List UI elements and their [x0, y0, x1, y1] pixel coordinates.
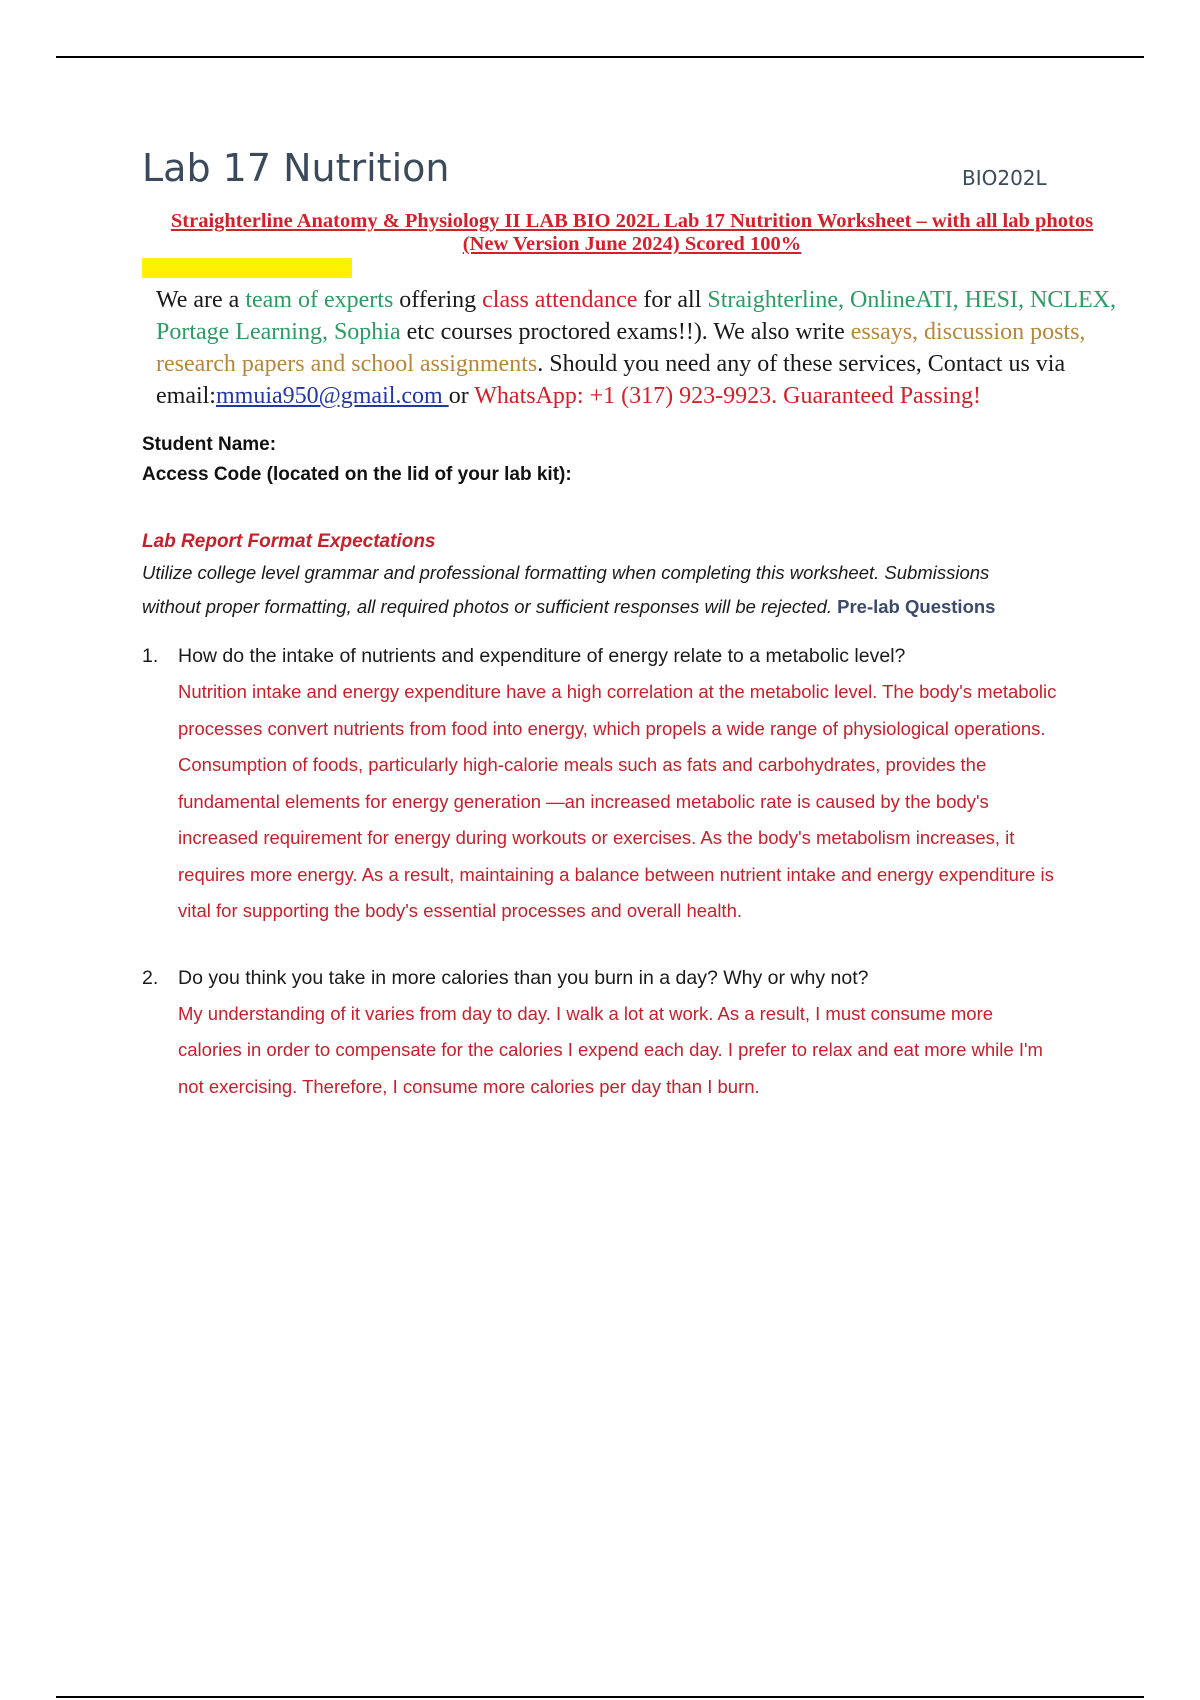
section-intro [142, 556, 1022, 624]
question-number: 2. [142, 966, 159, 989]
course-code: BIO202L [962, 166, 1047, 190]
question-item [142, 960, 1102, 1106]
student-fields [142, 430, 1102, 490]
prelab-heading: Pre-lab Questions [837, 596, 996, 617]
access-code-label: Access Code (located on the lid of your lab kit): [142, 464, 572, 485]
promo-text: for all [637, 287, 708, 313]
email-link[interactable]: mmuia950@gmail.com [215, 383, 449, 409]
promo-team: team of experts [245, 287, 394, 313]
answer-text: My understanding of it varies from day to day. I walk a lot at work. As a result, I must consume more calories in order to compensate for the calories I expend each day. I prefer to relax and eat more while I'm not exercising. Therefore, I consume more calories per day than I burn. [178, 1002, 1043, 1097]
question-text: Do you think you take in more calories than you burn in a day? Why or why not? [178, 966, 869, 989]
question-item [142, 638, 1102, 930]
promo-paragraph [156, 284, 1116, 412]
promo-text: etc courses proctored exams!!). We also write [400, 319, 851, 345]
highlight-mark [142, 258, 352, 278]
promo-whatsapp: WhatsApp: +1 (317) 923-9923. Guaranteed Passing! [474, 383, 982, 409]
banner-title: Straighterline Anatomy & Physiology II LAB BIO 202L Lab 17 Nutrition Worksheet – with all lab photos (New Version June 2024) Scored 100% [170, 210, 1094, 255]
promo-text: . Should you need any of these services, Contact us via email: [156, 351, 1066, 409]
promo-attendance: class attendance [482, 287, 638, 313]
document-header [142, 140, 1102, 196]
bottom-rule [56, 1696, 1144, 1698]
student-name-label: Student Name: [142, 434, 277, 455]
promo-text: We are a [156, 287, 246, 313]
question-number: 1. [142, 645, 159, 667]
section-heading: Lab Report Format Expectations [142, 531, 436, 552]
promo-text: offering [393, 287, 483, 313]
question-text: How do the intake of nutrients and expenditure of energy relate to a metabolic level? [178, 645, 906, 667]
promo-text: or [448, 383, 475, 409]
promo-platforms: Straighterline, OnlineATI, HESI, NCLEX, Portage Learning, Sophia [156, 287, 1116, 345]
document-title: Lab 17 Nutrition [142, 146, 450, 190]
answer-text: Nutrition intake and energy expenditure have a high correlation at the metabolic level. The body's metabolic processes convert nutrients from food into energy, which propels a wide range of physiological operations. Consumption of foods, particularly high-calorie meals such as fats and carbohydrates, provides the fundamental elements for energy generation —an increased metabolic rate is caused by the body's increased requirement for energy during workouts or exercises. As the body's metabolism increases, it requires more energy. As a result, maintaining a balance between nutrient intake and energy expenditure is vital for supporting the body's essential processes and overall health. [178, 681, 1057, 921]
intro-text: Utilize college level grammar and professional formatting when completing this worksheet. Submissions without proper formatting, all required photos or sufficient responses will be rejected. [142, 562, 990, 617]
question-list [142, 638, 1102, 1105]
document-page [142, 140, 1116, 1105]
top-rule [56, 56, 1144, 58]
promo-services: essays, discussion posts, research papers and school assignments [156, 319, 1086, 377]
